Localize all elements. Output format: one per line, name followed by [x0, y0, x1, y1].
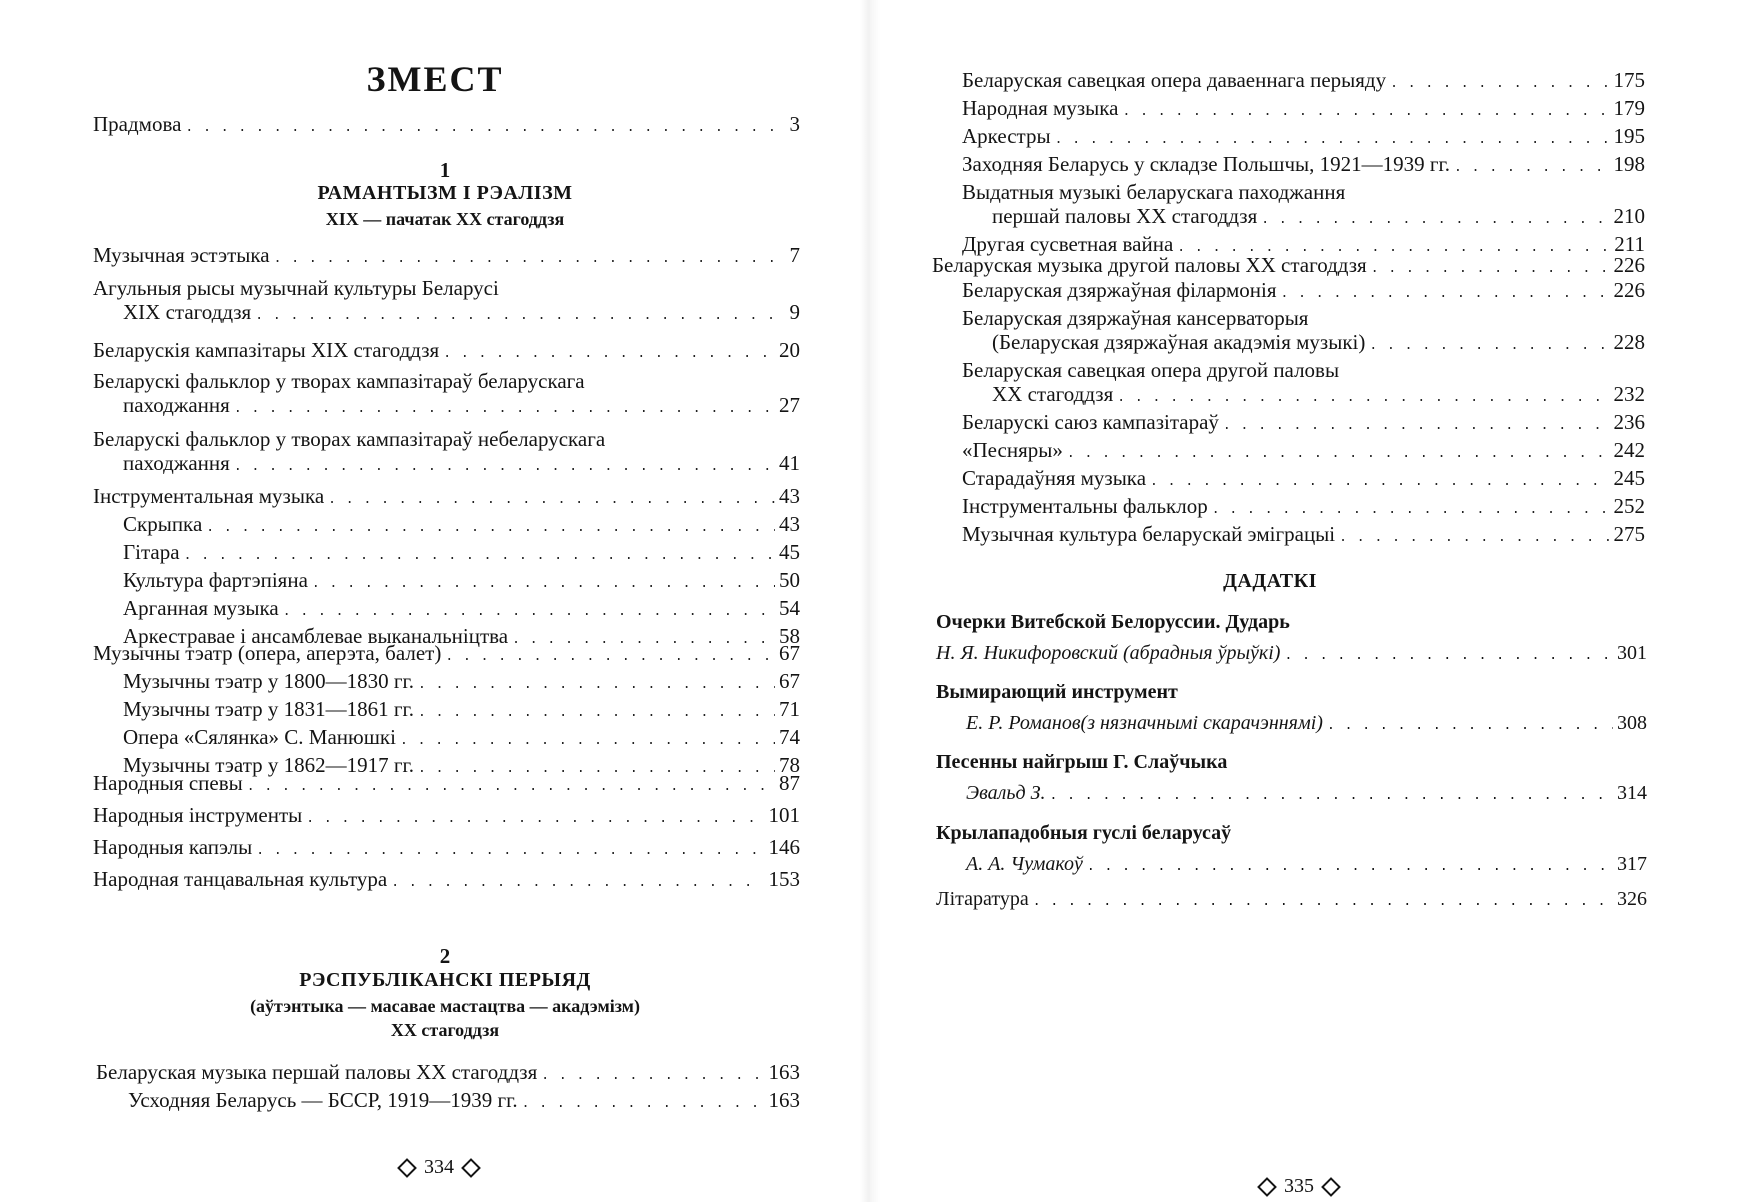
page-number: 78	[779, 753, 800, 777]
entry-title: Старадаўняя музыка	[962, 466, 1147, 490]
leader-dots	[1087, 855, 1613, 879]
toc-entry-literature[interactable]	[936, 887, 1647, 914]
page-folio	[1260, 1175, 1338, 1198]
page-number: 43	[779, 484, 800, 508]
leader-dots	[1284, 644, 1613, 668]
leader-dots	[541, 1064, 764, 1088]
page-number: 9	[789, 300, 800, 324]
page-number: 71	[779, 697, 800, 721]
toc-entry[interactable]	[93, 427, 800, 479]
entry-title-cont: XX стагоддзя	[992, 382, 1114, 406]
appendix-author: Н. Я. Никифоровский (абрадныя ўрыўкі)	[936, 642, 1281, 664]
leader-dots	[418, 701, 775, 725]
leader-dots	[1369, 334, 1609, 358]
toc-subentry	[962, 68, 1645, 96]
page-number: 163	[768, 1060, 800, 1084]
section-subtitle: XX стагоддзя	[390, 1020, 500, 1040]
toc-subentry	[96, 1088, 800, 1116]
toc-entry[interactable]	[932, 253, 1645, 281]
appendix-author: Е. Р. Романов(з нязначнымі скарачэннямі)	[966, 712, 1323, 734]
page-number: 45	[779, 540, 800, 564]
page-number: 317	[1617, 853, 1647, 875]
page-number: 226	[1613, 278, 1645, 302]
toc-entry[interactable]	[93, 338, 800, 366]
page-number: 153	[768, 867, 800, 891]
entry-title: Беларуская савецкая опера другой паловы	[962, 358, 1340, 382]
page-number: 232	[1613, 382, 1645, 406]
leader-dots	[522, 1092, 765, 1116]
toc-subentry	[962, 522, 1645, 550]
entry-title: «Песняры»	[962, 438, 1063, 462]
page-title: ЗМЕСТ	[366, 59, 504, 99]
toc-subentry	[93, 725, 800, 753]
appendix-heading: Очерки Витебской Белоруссии. Дударь	[936, 611, 1290, 633]
entry-title: Музычны тэатр у 1831—1861 гг.	[123, 697, 414, 721]
entry-title: Беларускія кампазітары XIX стагоддзя	[93, 338, 440, 362]
page-number: 27	[779, 393, 800, 417]
diamond-ornament-icon	[1321, 1177, 1341, 1197]
toc-subentry	[962, 204, 1645, 232]
page-number: 314	[1617, 782, 1647, 804]
page-number: 301	[1617, 642, 1647, 664]
section-subtitle: (аўтэнтыка — масавае мастацтва — акадэмізм)	[250, 996, 640, 1016]
entry-title: Народныя капэлы	[93, 835, 253, 859]
page-number: 210	[1613, 204, 1645, 228]
entry-title: Аркестравае і ансамблевае выканальніцтва	[123, 624, 509, 648]
toc-subentry	[962, 124, 1645, 152]
page-number: 67	[779, 669, 800, 693]
leader-dots	[256, 839, 764, 863]
toc-subentry	[962, 466, 1645, 494]
toc-subentry	[962, 438, 1645, 466]
leader-dots	[274, 247, 786, 271]
leader-dots	[1117, 386, 1609, 410]
toc-entry[interactable]	[93, 803, 800, 831]
entry-title-cont: XIX стагоддзя	[123, 300, 252, 324]
page-number: 179	[1613, 96, 1645, 120]
leader-dots	[1212, 498, 1610, 522]
page-number: 58	[779, 624, 800, 648]
section-title: РАМАНТЫЗМ І РЭАЛІЗМ	[317, 182, 573, 204]
page-number: 50	[779, 568, 800, 592]
entry-title: Беларускі саюз кампазітараў	[962, 410, 1219, 434]
toc-entry[interactable]	[96, 1060, 800, 1116]
toc-entry-theatre[interactable]	[93, 641, 800, 781]
toc-subentry	[93, 596, 800, 624]
leader-dots	[1327, 714, 1613, 738]
entry-title: Народная музыка	[962, 96, 1119, 120]
toc-entry[interactable]	[93, 867, 800, 895]
page-number: 211	[1614, 232, 1645, 256]
leader-dots	[445, 645, 775, 669]
section-subtitle: XIX — пачатак XX стагоддзя	[325, 209, 565, 229]
page-number: 245	[1613, 466, 1645, 490]
leader-dots	[312, 572, 775, 596]
leader-dots	[234, 397, 775, 421]
entry-title: Музычны тэатр (опера, аперэта, балет)	[93, 641, 442, 665]
entry-title-cont: паходжання	[123, 451, 230, 475]
page-number: 242	[1613, 438, 1645, 462]
leader-dots	[328, 488, 775, 512]
page-number: 41	[779, 451, 800, 475]
page-number: 101	[768, 803, 800, 827]
toc-subentry	[93, 568, 800, 596]
leader-dots	[391, 871, 764, 895]
section-number: 1	[439, 158, 451, 182]
appendix-entry[interactable]	[936, 641, 1647, 668]
entry-title: Народныя інструменты	[93, 803, 303, 827]
toc-subentry	[93, 669, 800, 697]
entry-title-cont: (Беларуская дзяржаўная акадэмія музыкі)	[992, 330, 1366, 354]
leader-dots	[206, 516, 775, 540]
leader-dots	[400, 729, 775, 753]
leader-dots	[1122, 100, 1609, 124]
toc-subentry-block[interactable]	[962, 278, 1645, 550]
left-page	[0, 0, 870, 1202]
appendix-title: ДАДАТКІ	[1223, 570, 1317, 592]
leader-dots	[1261, 208, 1609, 232]
appendix-heading: Вымирающий инструмент	[936, 681, 1178, 703]
page-number: 228	[1613, 330, 1645, 354]
section-number: 2	[439, 944, 451, 968]
entry-title: Літаратура	[936, 888, 1029, 910]
page-number: 74	[779, 725, 800, 749]
entry-title: Прадмова	[93, 112, 182, 136]
page-number: 87	[779, 771, 800, 795]
leader-dots	[185, 116, 785, 140]
page-folio	[400, 1156, 478, 1179]
entry-title: Скрыпка	[123, 512, 203, 536]
entry-title: Беларуская дзяржаўная кансерваторыя	[962, 306, 1309, 330]
toc-entry[interactable]	[93, 771, 800, 799]
toc-subentry-block[interactable]	[962, 68, 1645, 260]
toc-subentry	[962, 330, 1645, 358]
leader-dots	[1033, 890, 1613, 914]
folio-number: 335	[1284, 1175, 1314, 1197]
right-page	[870, 0, 1756, 1202]
appendix-heading: Крылападобныя гуслі беларусаў	[936, 822, 1232, 844]
toc-entry[interactable]	[93, 243, 800, 271]
appendix-entry[interactable]	[936, 781, 1647, 808]
page-number: 252	[1613, 494, 1645, 518]
toc-subentry	[962, 494, 1645, 522]
page-number: 195	[1613, 124, 1645, 148]
appendix-author: А. А. Чумакоў	[966, 853, 1083, 875]
entry-title: Другая сусветная вайна	[962, 232, 1174, 256]
toc-entry[interactable]	[93, 369, 800, 421]
page-number: 326	[1617, 888, 1647, 910]
entry-title: Опера «Сялянка» С. Манюшкі	[123, 725, 396, 749]
entry-title: Аркестры	[962, 124, 1051, 148]
toc-entry-intro[interactable]	[93, 112, 800, 140]
toc-subentry	[962, 410, 1645, 438]
page-number: 308	[1617, 712, 1647, 734]
entry-title: Культура фартэпіяна	[123, 568, 308, 592]
appendix-entry[interactable]	[936, 711, 1647, 738]
entry-title: Музычная эстэтыка	[93, 243, 270, 267]
toc-subentry	[962, 382, 1645, 410]
page-number: 226	[1613, 253, 1645, 277]
entry-title: Гітара	[123, 540, 180, 564]
leader-dots	[1280, 282, 1609, 306]
entry-title: Беларуская музыка другой паловы XX стагоддзя	[932, 253, 1367, 277]
leader-dots	[1055, 128, 1610, 152]
leader-dots	[443, 342, 775, 366]
page-number: 175	[1613, 68, 1645, 92]
page-number: 163	[768, 1088, 800, 1112]
entry-title: Усходняя Беларусь — БССР, 1919—1939 гг.	[128, 1088, 518, 1112]
page-number: 67	[779, 641, 800, 665]
page-number: 236	[1613, 410, 1645, 434]
entry-title: Беларуская дзяржаўная філармонія	[962, 278, 1277, 302]
diamond-ornament-icon	[1257, 1177, 1277, 1197]
toc-subentry	[962, 278, 1645, 306]
leader-dots	[247, 775, 775, 799]
leader-dots	[1390, 72, 1609, 96]
entry-title: Выдатныя музыкі беларускага паходжання	[962, 180, 1346, 204]
section-title: РЭСПУБЛІКАНСКІ ПЕРЫЯД	[299, 969, 591, 991]
toc-subentry	[93, 697, 800, 725]
entry-title-cont: першай паловы XX стагоддзя	[992, 204, 1258, 228]
entry-title: Народная танцавальная культура	[93, 867, 388, 891]
entry-title: Беларускі фальклор у творах кампазітараў небеларускага	[93, 427, 606, 451]
diamond-ornament-icon	[397, 1158, 417, 1178]
entry-title: Агульныя рысы музычнай культуры Беларусі	[93, 276, 499, 300]
toc-entry[interactable]	[93, 835, 800, 863]
entry-title: Арганная музыка	[123, 596, 279, 620]
entry-title: Заходняя Беларусь у складзе Польшчы, 1921—1939 гг.	[962, 152, 1451, 176]
leader-dots	[1339, 526, 1609, 550]
entry-title: Беларускі фальклор у творах кампазітараў беларускага	[93, 369, 585, 393]
leader-dots	[1223, 414, 1610, 438]
leader-dots	[1067, 442, 1610, 466]
toc-subentry	[93, 512, 800, 540]
toc-entry-instrumental[interactable]	[93, 484, 800, 652]
page-number: 275	[1613, 522, 1645, 546]
entry-title: Народныя спевы	[93, 771, 243, 795]
entry-title: Беларуская савецкая опера даваеннага перыяду	[962, 68, 1387, 92]
leader-dots	[255, 304, 785, 328]
page-number: 198	[1613, 152, 1645, 176]
folio-number: 334	[424, 1156, 454, 1178]
page-number: 43	[779, 512, 800, 536]
appendix-heading: Песенны найгрыш Г. Слаўчыка	[936, 751, 1228, 773]
entry-title: Інструментальная музыка	[93, 484, 325, 508]
appendix-author: Эвальд З.	[966, 782, 1046, 804]
toc-subentry	[93, 540, 800, 568]
page-number: 3	[789, 112, 800, 136]
leader-dots	[306, 807, 764, 831]
entry-title: Музычная культура беларускай эміграцыі	[962, 522, 1336, 546]
diamond-ornament-icon	[461, 1158, 481, 1178]
leader-dots	[1049, 784, 1613, 808]
leader-dots	[283, 600, 775, 624]
entry-title-cont: паходжання	[123, 393, 230, 417]
entry-title: Інструментальны фальклор	[962, 494, 1208, 518]
appendix-entry[interactable]	[936, 852, 1647, 879]
entry-title: Беларуская музыка першай паловы XX стагоддзя	[96, 1060, 538, 1084]
leader-dots	[184, 544, 775, 568]
toc-entry[interactable]	[93, 276, 800, 328]
leader-dots	[1454, 156, 1609, 180]
toc-subentry	[962, 96, 1645, 124]
page-number: 146	[768, 835, 800, 859]
page-number: 54	[779, 596, 800, 620]
leader-dots	[234, 455, 775, 479]
entry-title: Музычны тэатр у 1862—1917 гг.	[123, 753, 414, 777]
entry-title: Музычны тэатр у 1800—1830 гг.	[123, 669, 414, 693]
leader-dots	[1150, 470, 1609, 494]
page-number: 20	[779, 338, 800, 362]
leader-dots	[418, 673, 775, 697]
page-number: 7	[789, 243, 800, 267]
toc-subentry	[962, 152, 1645, 180]
